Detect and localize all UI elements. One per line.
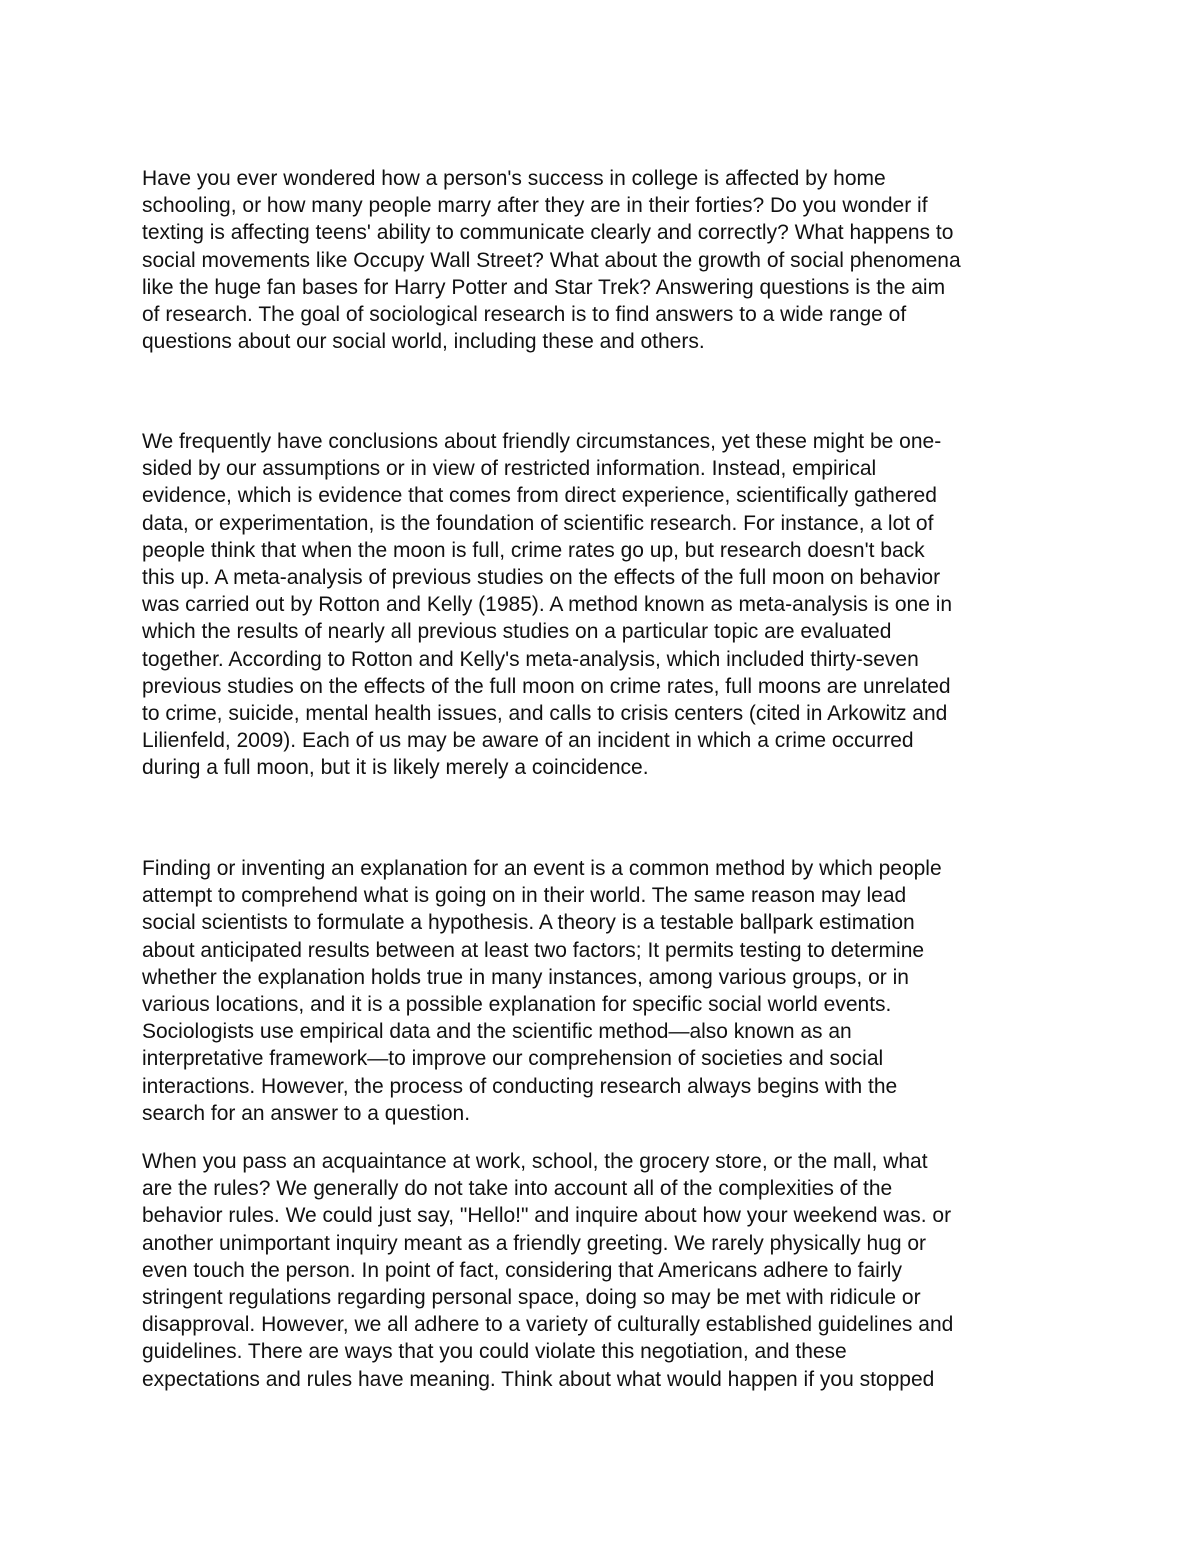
text-line: Lilienfeld, 2009). Each of us may be aware of an incident in which a crime occurred xyxy=(142,729,914,753)
text-line: to crime, suicide, mental health issues, and calls to crisis centers (cited in Arkowitz and xyxy=(142,702,948,726)
text-line: even touch the person. In point of fact, considering that Americans adhere to fairly xyxy=(142,1258,902,1282)
text-line: during a full moon, but it is likely merely a coincidence. xyxy=(142,756,649,780)
text-line: sided by our assumptions or in view of restricted information. Instead, empirical xyxy=(142,457,877,481)
paragraph-empirical-evidence xyxy=(142,428,1072,782)
paragraph-hypothesis xyxy=(142,855,1072,1127)
text-line: disapproval. However, we all adhere to a variety of culturally established guidelines and xyxy=(142,1313,954,1337)
text-line: whether the explanation holds true in many instances, among various groups, or in xyxy=(142,965,909,989)
text-line: social movements like Occupy Wall Street? What about the growth of social phenomena xyxy=(142,248,961,272)
text-line: people think that when the moon is full, crime rates go up, but research doesn't back xyxy=(142,538,925,562)
text-line: behavior rules. We could just say, "Hello!" and inquire about how your weekend was. or xyxy=(142,1204,952,1228)
text-line: previous studies on the effects of the full moon on crime rates, full moons are unrelated xyxy=(142,674,951,698)
text-line: interactions. However, the process of conducting research always begins with the xyxy=(142,1074,898,1098)
paragraph-sociological-research-questions xyxy=(142,165,1072,355)
text-line: We frequently have conclusions about friendly circumstances, yet these might be one- xyxy=(142,430,942,453)
text-line: schooling, or how many people marry after they are in their forties? Do you wonder if xyxy=(142,194,928,218)
text-line: interpretative framework—to improve our comprehension of societies and social xyxy=(142,1047,884,1071)
text-line: guidelines. There are ways that you could violate this negotiation, and these xyxy=(142,1340,847,1364)
text-line: data, or experimentation, is the foundation of scientific research. For instance, a lot of xyxy=(142,511,934,535)
text-line: like the huge fan bases for Harry Potter and Star Trek? Answering questions is the aim xyxy=(142,275,946,299)
paragraph-social-rules xyxy=(142,1148,1072,1393)
text-line: attempt to comprehend what is going on in their world. The same reason may lead xyxy=(142,884,907,908)
text-line: was carried out by Rotton and Kelly (1985). A method known as meta-analysis is one in xyxy=(142,593,953,617)
text-line: various locations, and it is a possible explanation for specific social world events. xyxy=(142,993,892,1017)
text-line: social scientists to formulate a hypothesis. A theory is a testable ballpark estimation xyxy=(142,911,915,935)
text-line: are the rules? We generally do not take into account all of the complexities of the xyxy=(142,1177,893,1201)
text-line: Sociologists use empirical data and the scientific method—also known as an xyxy=(142,1020,852,1044)
text-line: about anticipated results between at least two factors; It permits testing to determine xyxy=(142,938,925,962)
text-line: together. According to Rotton and Kelly's meta-analysis, which included thirty-seven xyxy=(142,647,919,671)
text-line: expectations and rules have meaning. Think about what would happen if you stopped xyxy=(142,1367,935,1391)
text-line: Have you ever wondered how a person's success in college is affected by home xyxy=(142,167,886,190)
text-line: texting is affecting teens' ability to communicate clearly and correctly? What happens to xyxy=(142,221,954,245)
text-line: of research. The goal of sociological research is to find answers to a wide range of xyxy=(142,303,907,327)
text-line: When you pass an acquaintance at work, school, the grocery store, or the mall, what xyxy=(142,1150,928,1173)
text-line: search for an answer to a question. xyxy=(142,1101,471,1125)
text-line: evidence, which is evidence that comes from direct experience, scientifically gathered xyxy=(142,484,937,508)
text-line: this up. A meta-analysis of previous studies on the effects of the full moon on behavior xyxy=(142,566,941,590)
text-line: another unimportant inquiry meant as a friendly greeting. We rarely physically hug or xyxy=(142,1231,927,1255)
text-line: stringent regulations regarding personal space, doing so may be met with ridicule or xyxy=(142,1286,921,1310)
text-line: Finding or inventing an explanation for an event is a common method by which people xyxy=(142,857,942,880)
text-line: which the results of nearly all previous studies on a particular topic are evaluated xyxy=(142,620,892,644)
text-line: questions about our social world, including these and others. xyxy=(142,330,705,354)
